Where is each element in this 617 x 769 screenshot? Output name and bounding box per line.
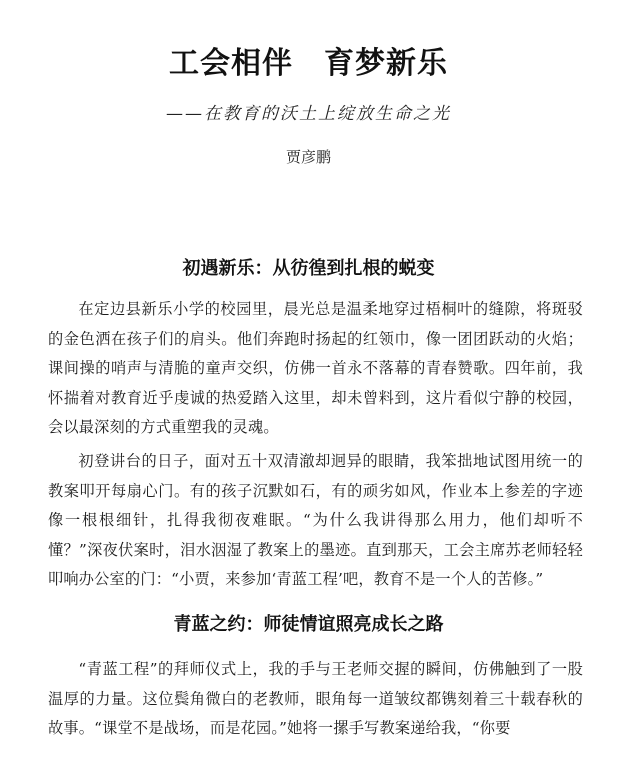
document-subtitle: ——在教育的沃土上绽放生命之光 (166, 104, 451, 124)
section-heading-mentorship: 青蓝之约：师徒情谊照亮成长之路 (173, 614, 444, 635)
paragraph: “青蓝工程”的拜师仪式上，我的手与王老师交握的瞬间，仿佛触到了一股温厚的力量。这位鬓角微白的老教师，眼角每一道皱纹都镌刻着三十载春秋的故事。“课堂不是战场，而是花园。”她将一摞手写教案递给我，“你要 (48, 660, 583, 737)
section-heading-first-encounter: 初遇新乐：从彷徨到扎根的蜕变 (182, 258, 435, 279)
paragraph: 在定边县新乐小学的校园里，晨光总是温柔地穿过梧桐叶的缝隙，将斑驳的金色洒在孩子们的肩头。他们奔跑时扬起的红领巾，像一团团跃动的火焰；课间操的哨声与清脆的童声交织，仿佛一首永不落幕的青春赞歌。四年前，我怀揣着对教育近乎虔诚的热爱踏入这里，却未曾料到，这片看似宁静的校园，会以最深刻的方式重塑我的灵魂。 (48, 300, 583, 436)
paragraph: 初登讲台的日子，面对五十双清澈却迥异的眼睛，我笨拙地试图用统一的教案叩开每扇心门。有的孩子沉默如石，有的顽劣如风，作业本上参差的字迹像一根根细针，扎得我彻夜难眠。“为什么我讲得那么用力，他们却听不懂？”深夜伏案时，泪水洇湿了教案上的墨迹。直到那天，工会主席苏老师轻轻叩响办公室的门：“小贾，来参加‘青蓝工程’吧，教育不是一个人的苦修。” (48, 452, 583, 588)
author-name: 贾彦鹏 (285, 148, 331, 166)
document-title: 工会相伴 育梦新乐 (169, 46, 448, 81)
